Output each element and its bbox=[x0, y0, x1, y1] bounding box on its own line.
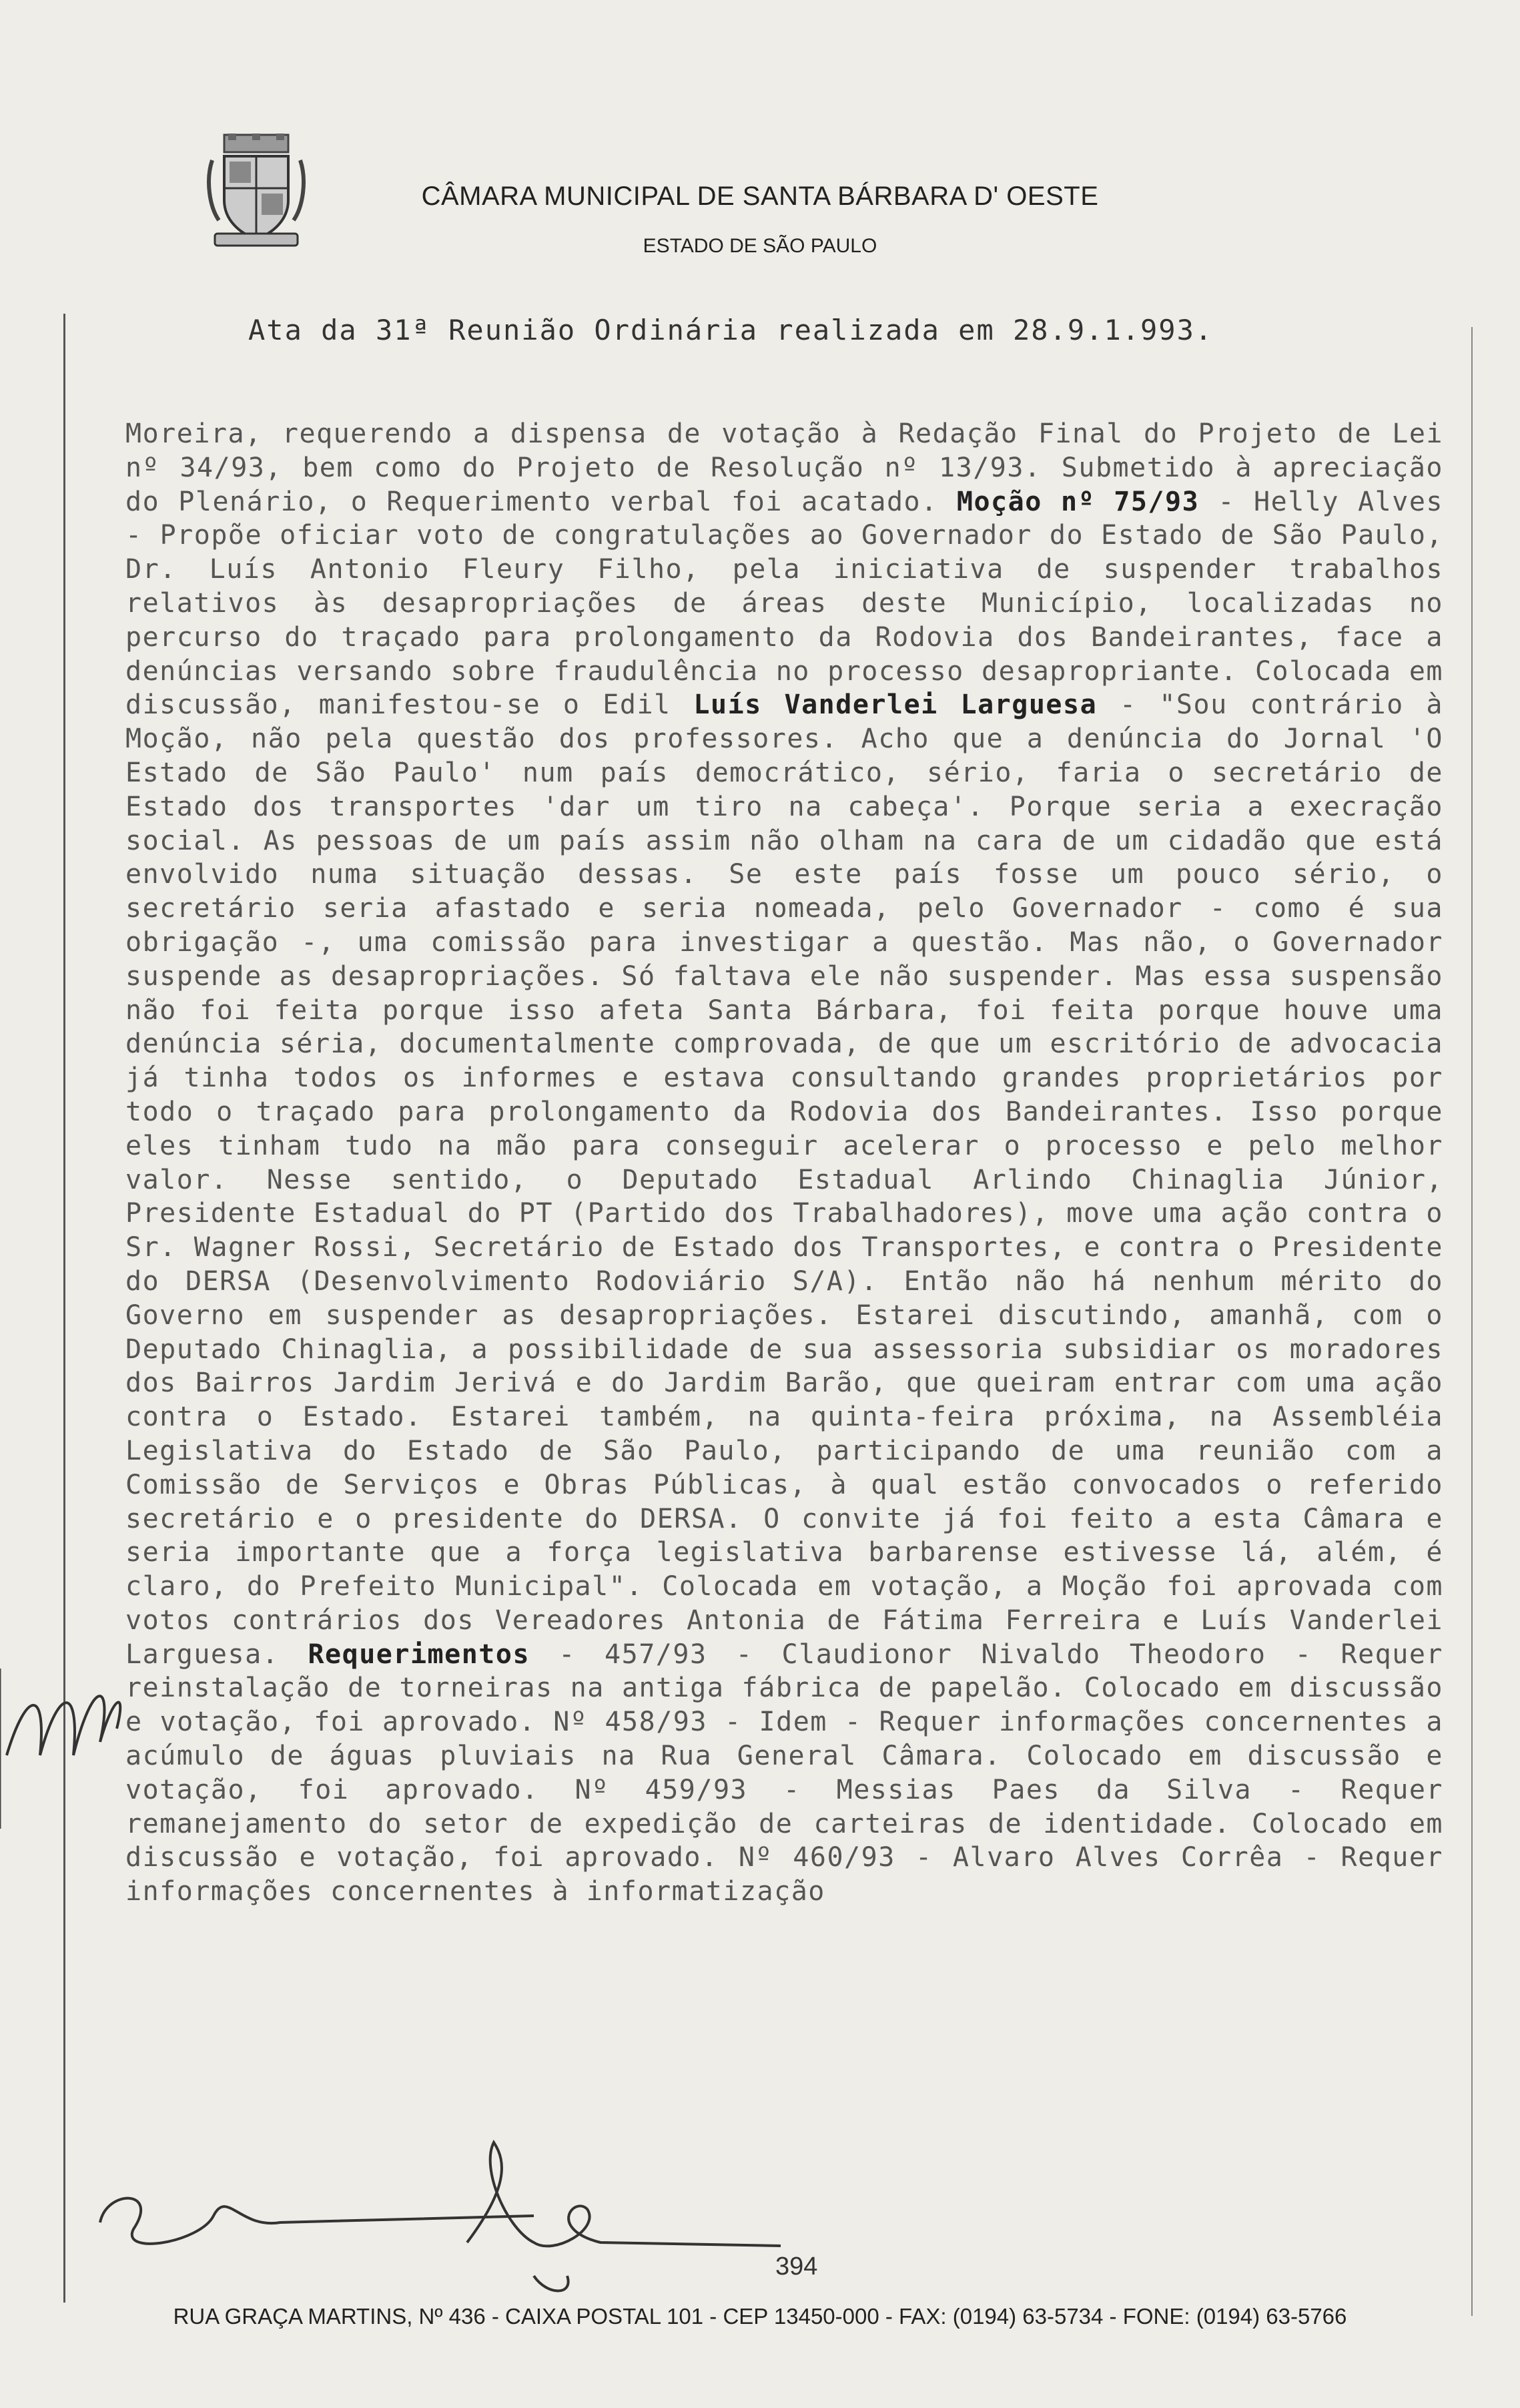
institution-name: CÂMARA MUNICIPAL DE SANTA BÁRBARA D' OESTE bbox=[421, 182, 1099, 211]
councilor-speech: - "Sou contrário à Moção, não pela questão dos professores. Acho que a denúncia do Jornal 'O Estado de São Paulo' num país democrático, sério, faria o secretário de Estado dos transportes 'dar um tiro na cabeça'. Porque seria a execração social. As pessoas de um país assim não olham na cara de um cidadão que está envolvido numa situação dessas. Se este país fosse um pouco sério, o secretário seria afastado e seria nomeada, pelo Governador - como é sua obrigação -, uma comissão para investigar a questão. Mas não, o Governador suspende as desapropriações. Só faltava ele não suspender. Mas essa suspensão não foi feita porque isso afeta Santa Bárbara, foi feita porque houve uma denúncia séria, documentalmente comprovada, de que um escritório de advocacia já tinha todos os informes e estava consultando grandes proprietários por todo o traçado para prolongamento da Rodovia dos Bandeirantes. Isso porque eles tinham tudo na mão para conseguir acelerar o processo e pelo melhor valor. Nesse sentido, o Deputado Estadual Arlindo Chinaglia Júnior, Presidente Estadual do PT (Partido dos Trabalhadores), move uma ação contra o Sr. Wagner Rossi, Secretário de Estado dos Transportes, e contra o Presidente do DERSA (Desenvolvimento Rodoviário S/A). Então não há nenhum mérito do Governo em suspender as desapropriações. Estarei discutindo, amanhã, com o Deputado Chinaglia, a possibilidade de sua assessoria subsidiar os moradores dos Bairros Jardim Jerivá e do Jardim Barão, que queiram entrar com uma ação contra o Estado. Estarei também, na quinta-feira próxima, na Assembléia Legislativa do Estado de São Paulo, participando de uma reunião com a Comissão de Serviços e Obras Públicas, à qual estão convocados o referido secretário e o presidente do DERSA. O convite já foi feito a esta Câmara e seria importante que a força legislativa barbarense estivesse lá, além, é claro, do Prefeito Municipal". Colocada em votação, a Moção foi aprovada com votos contrários dos Vereadores Antonia de Fátima Ferreira e Luís Vanderlei Larguesa. bbox=[125, 689, 1444, 1670]
state-name: ESTADO DE SÃO PAULO bbox=[643, 235, 877, 257]
page-number: 394 bbox=[775, 2252, 818, 2281]
motion-heading: Moção nº 75/93 bbox=[956, 486, 1200, 517]
signatures-icon bbox=[0, 1588, 1520, 2296]
requests-text: - 457/93 - Claudionor Nivaldo Theodoro - Requer reinstalação de torneiras na antiga fábrica de papelão. Colocado em discussão e votação, foi aprovado. Nº 458/93 - Idem - Requer informações concernentes a acúmulo de águas pluviais na Rua General Câmara. Colocado em discussão e votação, foi aprovado. Nº 459/93 - Messias Paes da Silva - Requer remanejamento do setor de expedição de carteiras de identidade. Colocado em discussão e votação, foi aprovado. Nº 460/93 - Alvaro Alves Corrêa - Requer informações concernentes à informatização bbox=[125, 1638, 1443, 1907]
paragraph-opening: Moreira, requerendo a dispensa de votação à Redação Final do Projeto de Lei nº 34/93, bem como do Projeto de Resolução nº 13/93. Submetido à apreciação do Plenário, o Requerimento verbal foi acatado. bbox=[125, 418, 1443, 517]
footer-address: RUA GRAÇA MARTINS, Nº 436 - CAIXA POSTAL 101 - CEP 13450-000 - FAX: (0194) 63-5734 - FONE: (0194) 63-5766 bbox=[173, 2304, 1347, 2329]
motion-text: - Helly Alves - Propõe oficiar voto de congratulações ao Governador do Estado de São Paulo, Dr. Luís Antonio Fleury Filho, pela iniciativa de suspender trabalhos relativos às desapropriações de áreas deste Município, localizadas no percurso do traçado para prolongamento da Rodovia dos Bandeirantes, face a denúncias versando sobre fraudulência no processo desapropriante. Colocada em discussão, manifestou-se o Edil bbox=[125, 486, 1444, 721]
minutes-title: Ata da 31ª Reunião Ordinária realizada em 28.9.1.993. bbox=[248, 314, 1214, 346]
councilor-name: Luís Vanderlei Larguesa bbox=[693, 689, 1098, 721]
requests-heading: Requerimentos bbox=[308, 1638, 530, 1670]
